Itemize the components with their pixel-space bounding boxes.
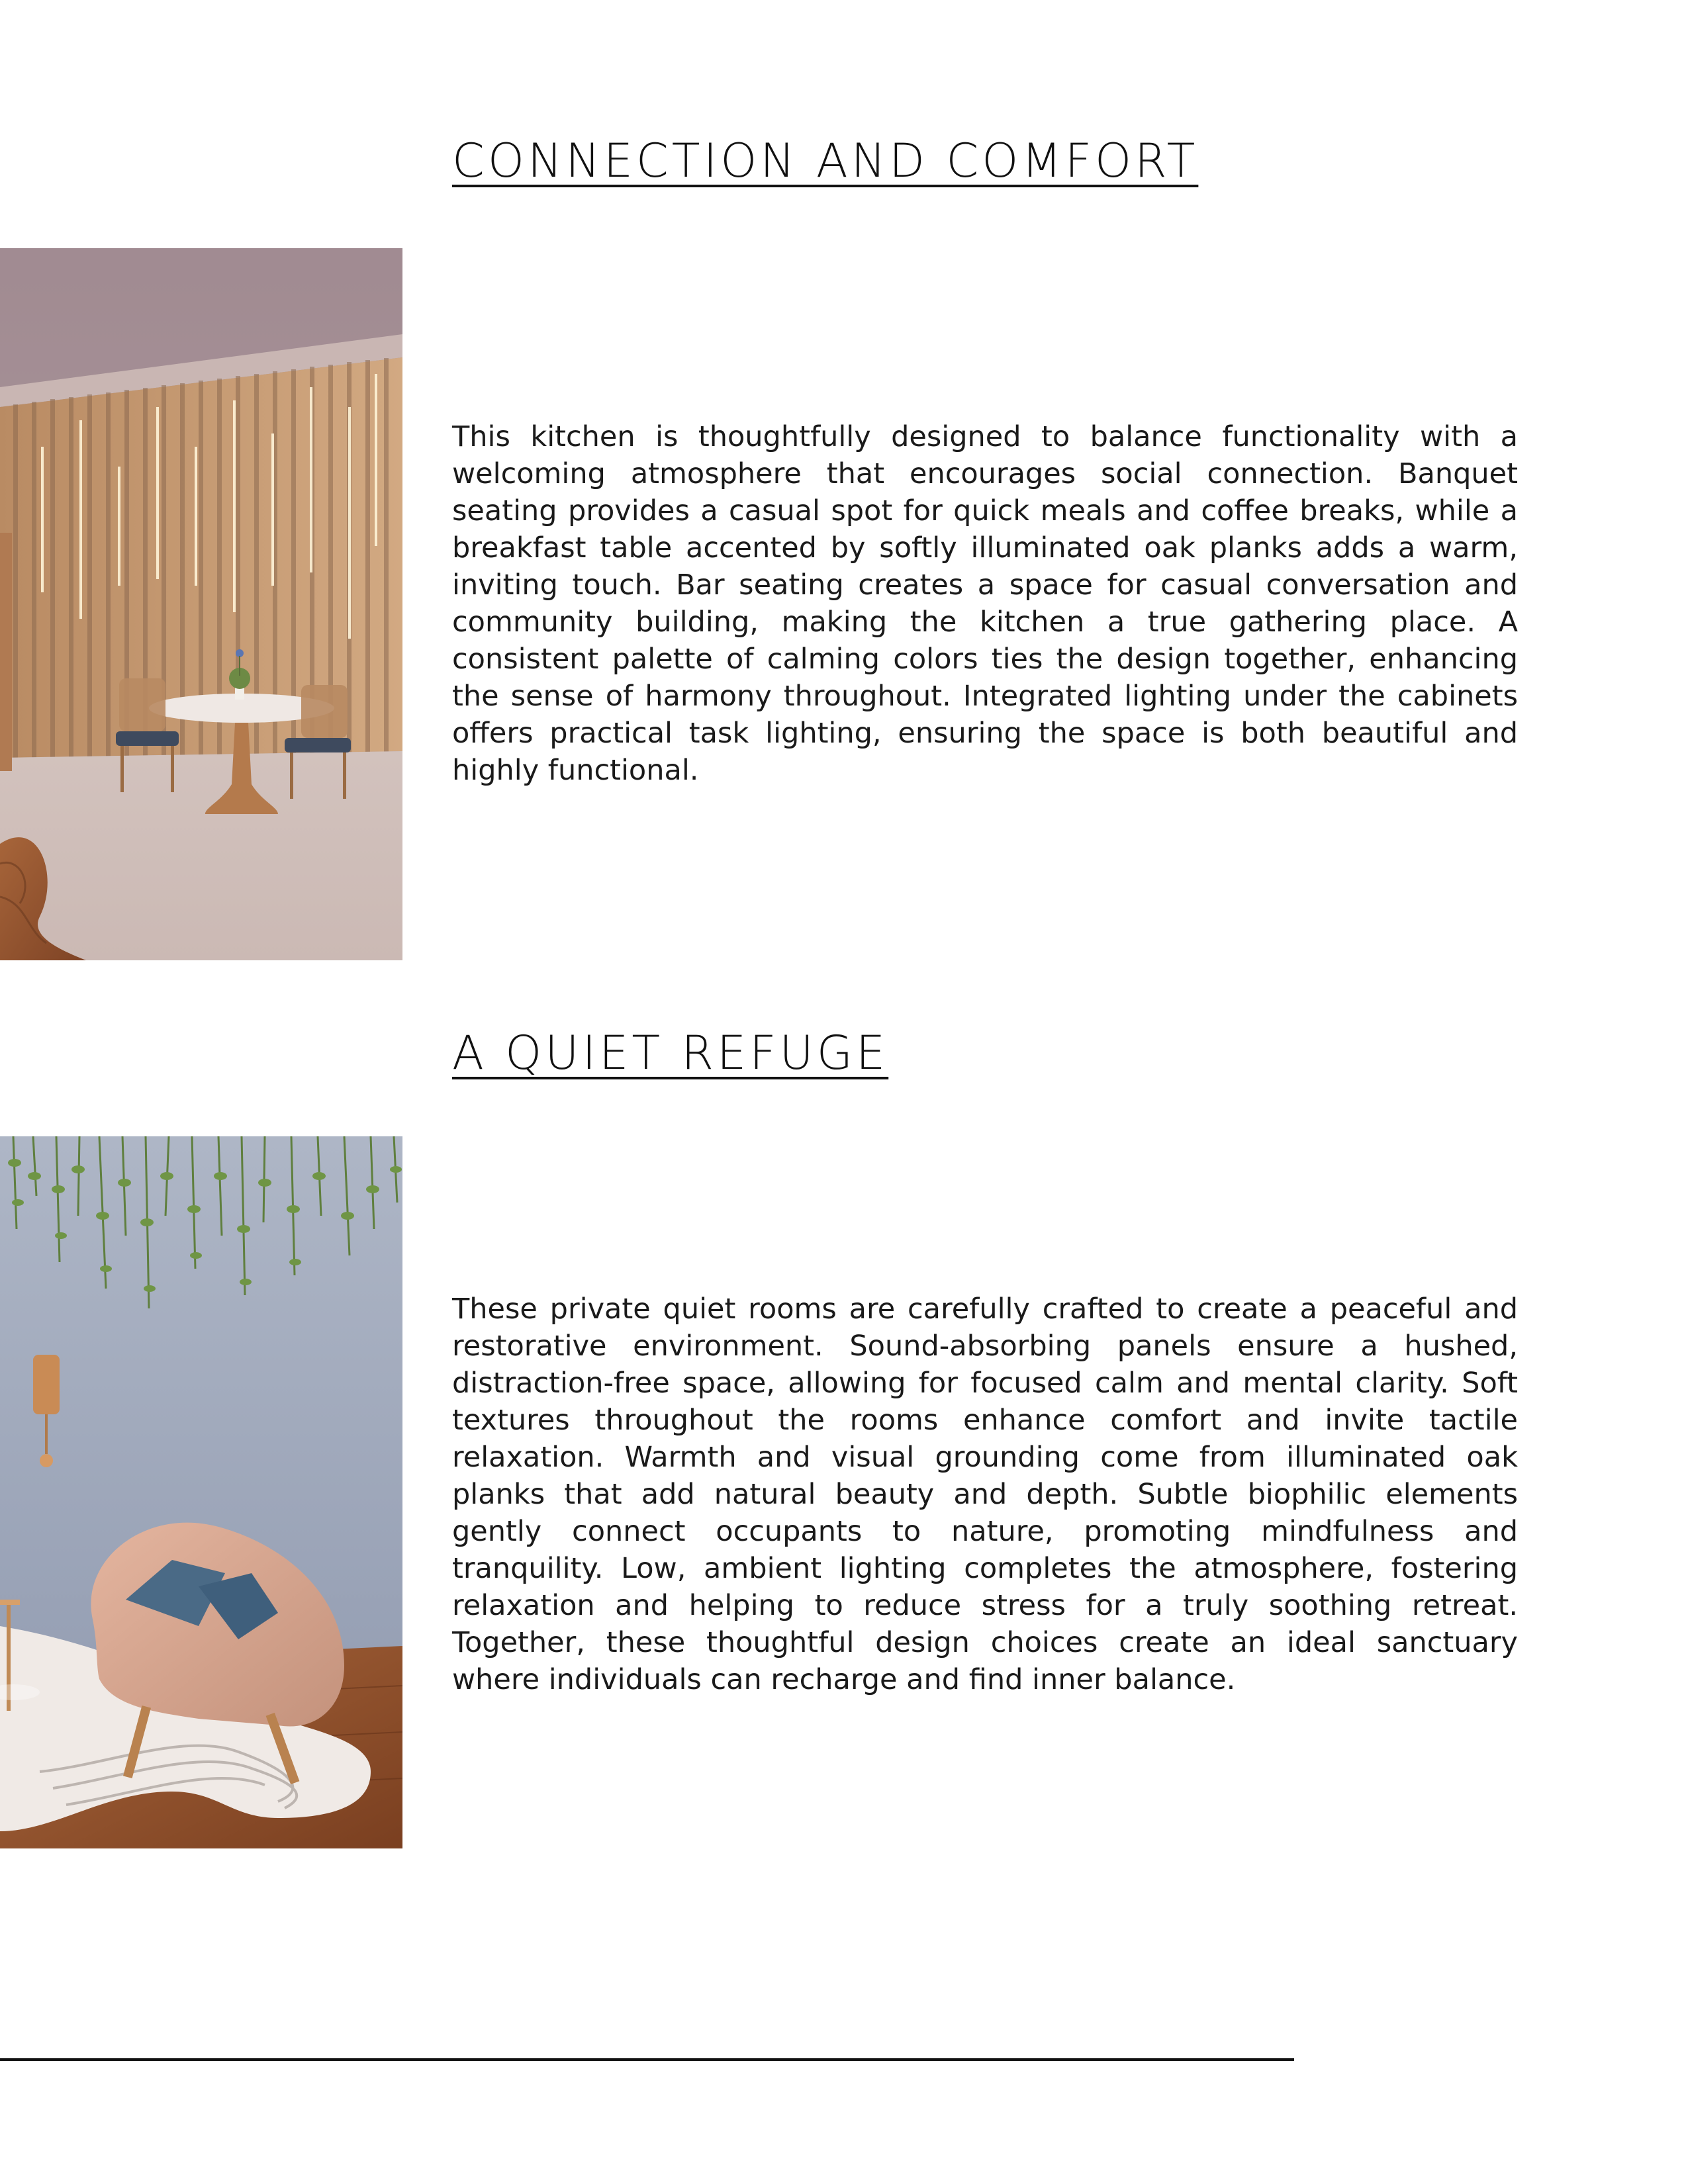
kitchen-photo [0, 248, 402, 960]
quiet-room-photo [0, 1136, 402, 1848]
section-heading-quiet-refuge: A QUIET REFUGE [452, 1026, 889, 1080]
section-heading-connection: CONNECTION AND COMFORT [452, 134, 1199, 188]
footer-rule [0, 2058, 1294, 2061]
section-body-connection: This kitchen is thoughtfully designed to balance functionality with a welcoming atmosphere that encourages social connection. Banquet seating provides a casual spot for quick meals and coffee breaks, while a breakfast table accented by softly illuminated oak planks adds a warm, inviting touch. Bar seating creates a space for casual conversation and community building, making the kitchen a true gathering place. A consistent palette of calming colors ties the design together, enhancing the sense of harmony throughout. Integrated lighting under the cabinets offers practical task lighting, ensuring the space is both beautiful and highly functional. [452, 420, 1518, 787]
section-body-quiet-refuge: These private quiet rooms are carefully crafted to create a peaceful and restorative environment. Sound-absorbing panels ensure a hushed, distraction-free space, allowing for focused calm and mental clarity. Soft textures throughout the rooms enhance comfort and invite tactile relaxation. Warmth and visual grounding come from illuminated oak planks that add natural beauty and depth. Subtle biophilic elements gently connect occupants to nature, promoting mindfulness and tranquility. Low, ambient lighting completes the atmosphere, fostering relaxation and helping to reduce stress for a truly soothing retreat. Together, these thoughtful design choices create an ideal sanctuary where individuals can recharge and find inner balance. [452, 1293, 1518, 1696]
